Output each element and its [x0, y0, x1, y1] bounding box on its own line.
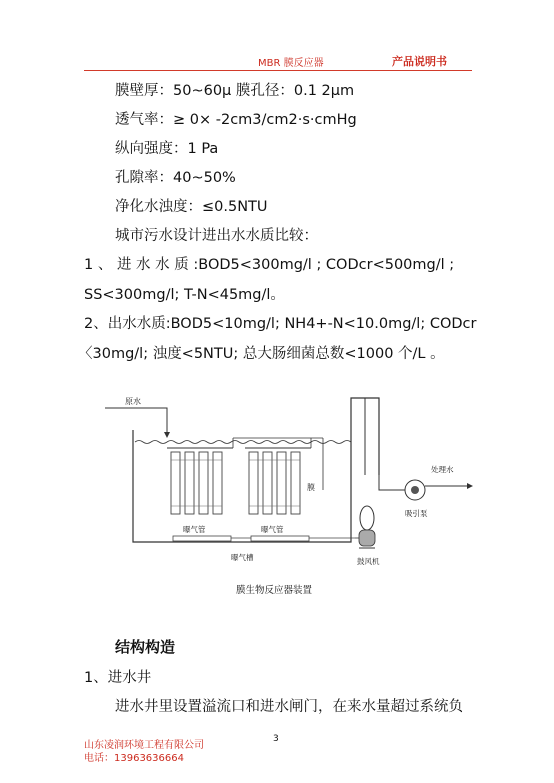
suction-line: [379, 475, 405, 490]
suction-pump-label: 吸引泵: [405, 509, 428, 518]
raw-water-pipe: [105, 408, 167, 435]
mbr-diagram: [105, 390, 475, 575]
footer-phone: 电话：13963636664: [84, 753, 184, 764]
effluent-quality-line1: 2、出水水质:BOD5<10mg/l; NH4+-N<10.0mg/l; CODcr: [84, 316, 477, 332]
spec-turbidity: 净化水浊度：≤0.5NTU: [115, 199, 268, 215]
section-paragraph: 进水井里设置溢流口和进水闸门，在来水量超过系统负: [115, 699, 463, 715]
header-doc-type: 产品说明书: [392, 55, 447, 68]
membrane-label: 膜: [307, 483, 315, 492]
membrane-modules-right: [249, 452, 300, 514]
section-title: 结构构造: [115, 638, 176, 656]
spec-wall-thickness: 膜壁厚：50~60μ 膜孔径：0.1 2μm: [115, 83, 355, 99]
tank-outline: [133, 398, 379, 542]
header-rule: [84, 70, 472, 71]
membrane-modules-left: [171, 452, 222, 514]
effluent-quality-line2: 〈30mg/l; 浊度<5NTU; 总大肠细菌总数<1000 个/L 。: [78, 346, 445, 362]
spec-strength: 纵向强度：1 Pa: [115, 141, 219, 157]
header-doc-title: MBR 膜反应器: [258, 58, 324, 69]
spec-permeability: 透气率：≥ 0× -2cm3/cm2·s·cmHg: [115, 112, 357, 128]
blower-label: 鼓风机: [357, 557, 380, 566]
aeration-pipe-right-label: 曝气管: [261, 525, 284, 534]
page-number: 3: [273, 734, 279, 744]
diagram-caption: 膜生物反应器装置: [236, 585, 313, 596]
water-surface: [135, 441, 351, 444]
influent-quality-line1: 1 、 进 水 水 质 :BOD5<300mg/l ; CODcr<500mg/l ;: [84, 257, 455, 273]
spec-porosity: 孔隙率：40~50%: [115, 170, 236, 186]
aeration-pipes: [173, 536, 355, 541]
blower: [359, 506, 375, 548]
influent-quality-line2: SS<300mg/l; T-N<45mg/l。: [84, 287, 285, 303]
aeration-pipe-left-label: 曝气管: [183, 525, 206, 534]
water-quality-intro: 城市污水设计进出水水质比较：: [115, 228, 318, 244]
section-item: 1、进水井: [84, 670, 152, 686]
treated-water-label: 处理水: [431, 465, 454, 474]
raw-water-arrow: [164, 432, 170, 438]
aeration-tank-label: 曝气槽: [231, 553, 254, 562]
raw-water-label: 原水: [125, 397, 141, 406]
footer-company: 山东凌润环境工程有限公司: [84, 740, 204, 751]
